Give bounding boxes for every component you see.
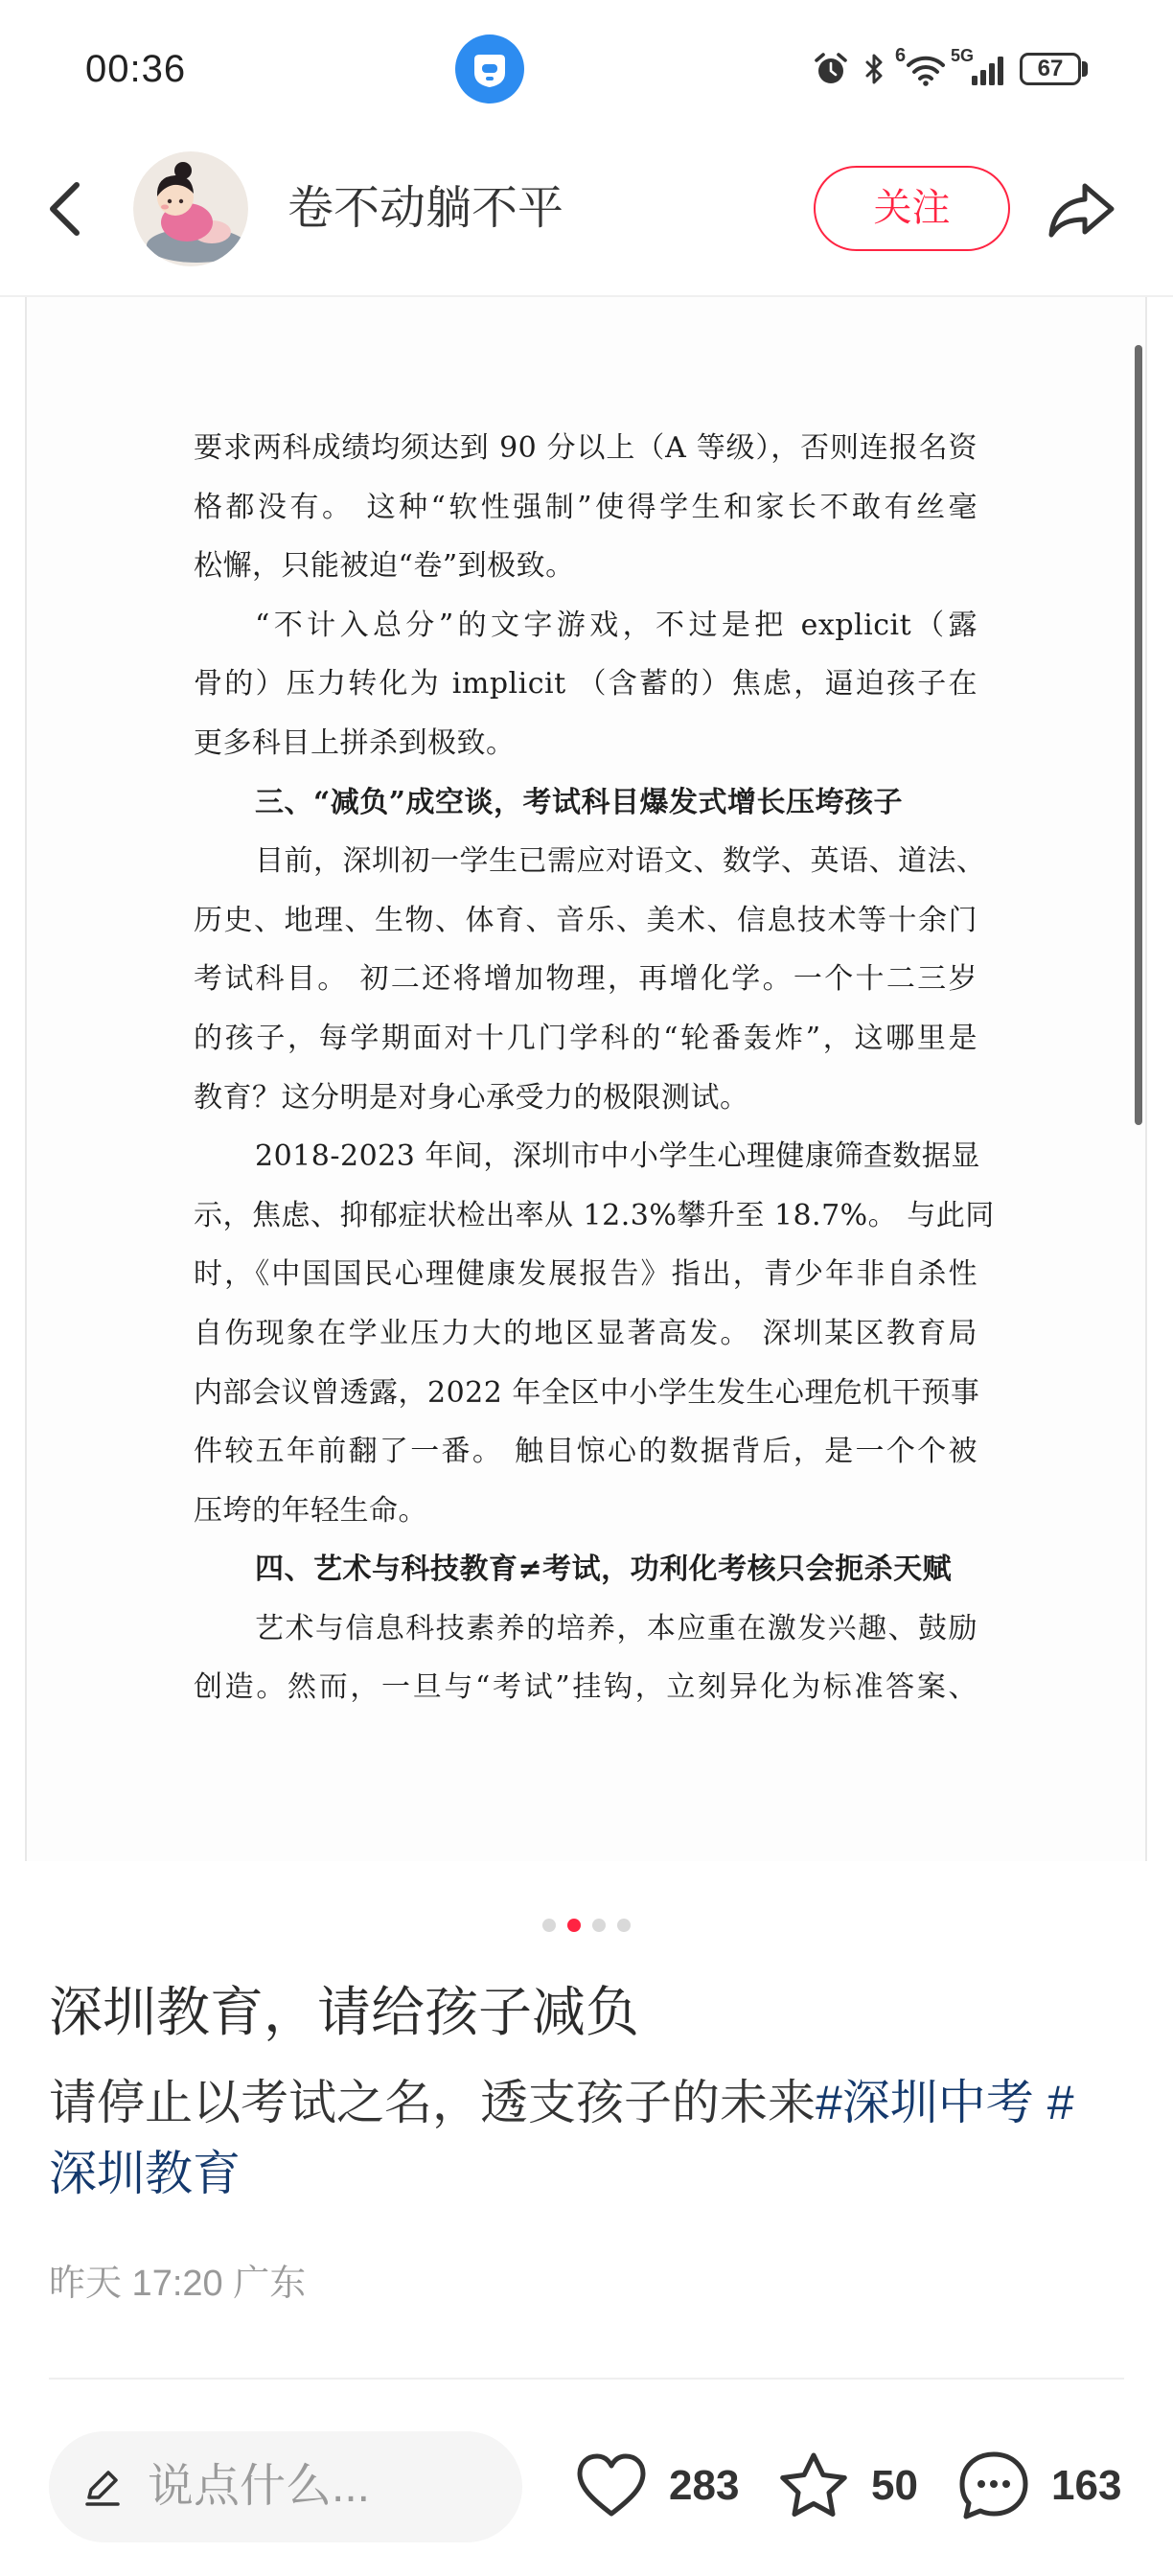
- wifi-icon: [905, 53, 947, 87]
- doc-line: 示，焦虑、抑郁症状检出率从 12.3%攀升至 18.7%。 与此同: [194, 1198, 995, 1232]
- doc-line: 内部会议曾透露，2022 年全区中小学生发生心理危机干预事: [194, 1375, 980, 1410]
- doc-line: 创造。然而，一旦与“考试”挂钩，立刻异化为标准答案、: [194, 1670, 978, 1705]
- pager-dot: [542, 1919, 556, 1932]
- post-description: [49, 2067, 1103, 2209]
- collect-button[interactable]: [774, 2447, 918, 2525]
- wifi-generation-label: 6: [895, 45, 907, 66]
- battery-level: 67: [1037, 56, 1064, 81]
- description-text: 请停止以考试之名，透支孩子的未来: [49, 2076, 816, 2129]
- network-type-label: 5G: [951, 46, 975, 65]
- pager-dot-active: [567, 1919, 581, 1932]
- battery-icon: [1020, 53, 1081, 85]
- follow-button[interactable]: 关注: [814, 166, 1010, 251]
- post-time: 昨天 17:20: [49, 2264, 223, 2304]
- author-name[interactable]: 卷不动躺不平: [288, 183, 564, 234]
- document-scrollbar: [1135, 345, 1142, 1125]
- like-button[interactable]: [572, 2447, 745, 2525]
- collect-count: 50: [871, 2462, 918, 2509]
- post-meta: [49, 2258, 306, 2310]
- doc-line: 2018-2023 年间，深圳市中小学生心理健康筛查数据显: [255, 1139, 980, 1174]
- doc-line: 骨的）压力转化为 implicit （含蓄的）焦虑，逼迫孩子在: [194, 667, 978, 702]
- battery-nub: [1082, 61, 1088, 77]
- doc-line: 自伤现象在学业压力大的地区显著高发。 深圳某区教育局: [194, 1316, 978, 1350]
- doc-heading-line: 三、“减负”成空谈，考试科目爆发式增长压垮孩子: [255, 785, 904, 819]
- doc-line: 要求两科成绩均须达到 90 分以上（A 等级），否则连报名资: [194, 431, 978, 465]
- doc-line: 目前，深圳初一学生已需应对语文、数学、英语、道法、: [255, 844, 986, 879]
- doc-line: 件较五年前翻了一番。 触目惊心的数据背后，是一个个被: [194, 1435, 978, 1469]
- post-location: 广东: [233, 2264, 307, 2304]
- doc-line: 松懈，只能被迫“卷”到极致。: [194, 549, 575, 584]
- image-pager: [0, 1919, 1173, 1932]
- doc-line: 历史、地理、生物、体育、音乐、美术、信息技术等十余门: [194, 903, 978, 937]
- post-image-carousel[interactable]: [0, 297, 1173, 1861]
- app-activity-icon: [455, 34, 524, 104]
- doc-line: 的孩子，每学期面对十几门学科的“轮番轰炸”，这哪里是: [194, 1021, 978, 1055]
- hashtag-link[interactable]: #深圳教育: [49, 2076, 1074, 2200]
- avatar[interactable]: [133, 151, 248, 266]
- content-divider: [49, 2378, 1124, 2380]
- like-count: 283: [669, 2462, 740, 2509]
- chevron-left-icon[interactable]: [42, 178, 90, 240]
- doc-line: 更多科目上拼杀到极致。: [194, 725, 516, 760]
- post-title: 深圳教育，请给孩子减负: [49, 1982, 639, 2042]
- comment-bubble-icon: [954, 2447, 1033, 2525]
- document-text: [194, 419, 995, 1717]
- heart-icon: [572, 2447, 651, 2525]
- doc-heading-line: 四、艺术与科技教育≠考试，功利化考核只会扼杀天赋: [255, 1552, 953, 1587]
- share-icon[interactable]: [1045, 178, 1117, 240]
- comment-input[interactable]: [49, 2431, 522, 2542]
- doc-line: 艺术与信息科技素养的培养，本应重在激发兴趣、鼓励: [255, 1611, 978, 1645]
- hashtag-link[interactable]: #深圳中考: [816, 2076, 1034, 2129]
- alarm-icon: [813, 51, 849, 87]
- comment-count: 163: [1051, 2462, 1122, 2509]
- doc-line: 教育？这分明是对身心承受力的极限测试。: [194, 1080, 749, 1115]
- doc-line: 格都没有。 这种“软性强制”使得学生和家长不敢有丝毫: [194, 490, 978, 524]
- comment-button[interactable]: [954, 2447, 1124, 2525]
- signal-icon: [970, 55, 1006, 85]
- pager-dot: [592, 1919, 606, 1932]
- doc-line: 时，《中国国民心理健康发展报告》指出，青少年非自杀性: [194, 1257, 978, 1292]
- pager-dot: [617, 1919, 631, 1932]
- pencil-icon: [80, 2465, 124, 2509]
- status-time: 00:36: [85, 48, 187, 90]
- star-icon: [774, 2447, 853, 2525]
- bluetooth-icon: [862, 51, 886, 87]
- doc-line: “不计入总分”的文字游戏，不过是把 explicit（露: [255, 608, 978, 642]
- doc-line: 考试科目。 初二还将增加物理，再增化学。一个十二三岁: [194, 962, 978, 997]
- comment-placeholder: 说点什么...: [148, 2461, 371, 2512]
- doc-line: 压垮的年轻生命。: [194, 1493, 427, 1528]
